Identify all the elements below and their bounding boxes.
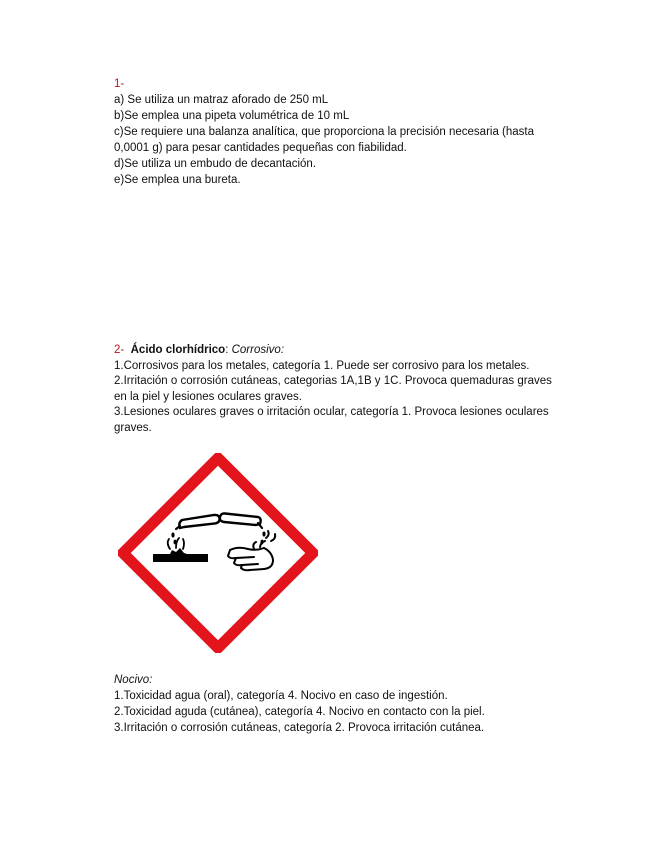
harmful-statement-2: 2.Toxicidad aguda (cutánea), categoría 4. Nocivo en contacto con la piel. <box>114 706 485 718</box>
answer-d: d)Se utiliza un embudo de decantación. <box>114 158 317 170</box>
hazard-statement-2-line-2: en la piel y lesiones oculares graves. <box>114 390 302 403</box>
harmful-statement-3: 3.Irritación o corrosión cutáneas, categoría 2. Provoca irritación cutánea. <box>114 722 485 734</box>
hazard-statement-2-line-1: 2.Irritación o corrosión cutáneas, categorias 1A,1B y 1C. Provoca quemaduras graves <box>114 375 552 387</box>
section-2 <box>114 343 554 436</box>
ghs-corrosive-icon <box>118 453 318 653</box>
substance-name: Ácido clorhídrico <box>130 344 226 356</box>
answer-a: a) Se utiliza un matraz aforado de 250 mL <box>114 94 329 106</box>
section-3 <box>114 672 554 736</box>
answer-c-line-2: 0,0001 g) para pesar cantidades pequeñas con fiabilidad. <box>114 142 407 154</box>
section-2-number: 2- <box>114 344 125 356</box>
answer-e: e)Se emplea una bureta. <box>114 174 241 186</box>
answer-b: b)Se emplea una pipeta volumétrica de 10 mL <box>114 110 350 122</box>
hazard-statement-1: 1.Corrosivos para los metales, categoría 1. Puede ser corrosivo para los metales. <box>114 359 530 372</box>
hazard-statement-3-line-1: 3.Lesiones oculares graves o irritación ocular, categoría 1. Provoca lesiones oculares <box>114 406 549 418</box>
heading-colon: : <box>225 344 229 356</box>
harmful-statement-1: 1.Toxicidad agua (oral), categoría 4. Nocivo en caso de ingestión. <box>114 690 448 702</box>
section-1-number: 1- <box>114 78 125 90</box>
hazard-class-corrosive: Corrosivo: <box>231 344 285 356</box>
hazard-statement-3-line-2: graves. <box>114 421 152 434</box>
section-1 <box>114 76 554 188</box>
answer-c-line-1: c)Se requiere una balanza analítica, que proporciona la precisión necesaria (hasta <box>114 126 535 138</box>
section-2-heading <box>114 343 554 359</box>
hazard-class-harmful: Nocivo: <box>114 674 153 686</box>
